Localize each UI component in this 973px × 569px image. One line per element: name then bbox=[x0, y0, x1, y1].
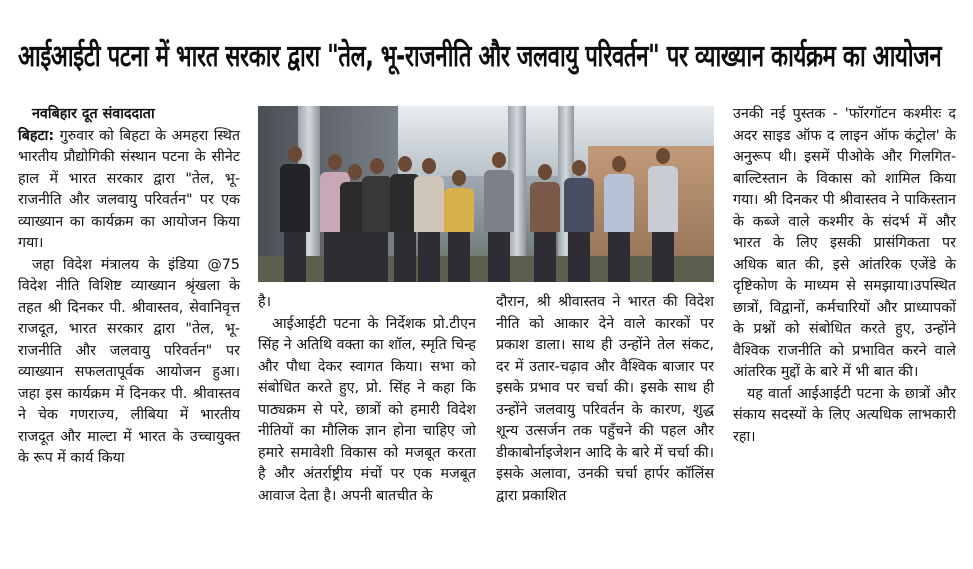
photo-person-body bbox=[280, 164, 310, 232]
photo-person-head bbox=[656, 148, 670, 164]
photo-person bbox=[484, 152, 514, 282]
photo-person-body bbox=[604, 174, 634, 232]
article-column-2 bbox=[258, 292, 476, 566]
paragraph: है। bbox=[258, 294, 272, 310]
photo-person-body bbox=[484, 170, 514, 232]
photo-person-legs bbox=[488, 232, 510, 282]
photo-person-legs bbox=[568, 232, 590, 282]
paragraph: जहा विदेश मंत्रालय के इंडिया @75 विदेश नीति विशिष्ट व्याख्यान श्रृंखला के तहत श्री दिनकर पी. श्रीवास्तव, सेवानिवृत्त राजदूत, भारत सरकार द्वारा "तेल, भू-राजनीति और जलवायु परिवर्तन" पर व्याख्यान सफलतापूर्वक आयोजन हुआ। जहा इस कार्यक्रम में दिनकर पी. श्रीवास्तव ने चेक गणराज्य, लीबिया में भारतीय राजदूत और माल्टा में भारत के उच्चायुक्त के रूप में कार्य किया bbox=[18, 256, 240, 466]
photo-person-head bbox=[288, 146, 302, 162]
photo-person-body bbox=[444, 188, 474, 232]
photo-person bbox=[530, 164, 560, 282]
photo-person-legs bbox=[284, 232, 306, 282]
headline: आईआईटी पटना में भारत सरकार द्वारा "तेल, भू-राजनीति और जलवायु परिवर्तन" पर व्याख्यान कार्यक्रम का आयोजन bbox=[18, 39, 942, 74]
photo-person-head bbox=[370, 158, 384, 174]
photo-person bbox=[362, 158, 392, 282]
photo-person bbox=[444, 170, 474, 282]
photo-person-legs bbox=[394, 232, 416, 282]
article-column-3 bbox=[496, 292, 714, 566]
photo-person-head bbox=[398, 156, 412, 172]
photo-person-body bbox=[414, 176, 444, 232]
event-photo bbox=[258, 106, 714, 282]
photo-person-legs bbox=[366, 232, 388, 282]
photo-person bbox=[414, 158, 444, 282]
photo-person-head bbox=[612, 156, 626, 172]
paragraph-text: गुरुवार को बिहटा के अमहरा स्थित भारतीय प्रौद्योगिकी संस्थान पटना के सीनेट हाल में भारत सरकार द्वारा "तेल, भू-राजनीति और जलवायु परिवर्तन" पर एक व्याख्यान का कार्यक्रम का आयोजन किया गया। bbox=[18, 127, 240, 251]
photo-person-legs bbox=[418, 232, 440, 282]
paragraph: दौरान, श्री श्रीवास्तव ने भारत की विदेश नीति को आकार देने वाले कारकों पर प्रकाश डाला। साथ ही उन्होंने तेल संकट, दर में उतार-चढ़ाव और वैश्विक बाजार पर इसके प्रभाव पर चर्चा की। इसके साथ ही उन्होंने जलवायु परिवर्तन के कारण, शुद्ध शून्य उत्सर्जन तक पहुँचने की पहल और डीकाबोर्नाइजेशन आदि के बारे में चर्चा की। इसके अलावा, उनकी चर्चा हार्पर कॉलिंस द्वारा प्रकाशित bbox=[496, 294, 714, 504]
photo-person-head bbox=[422, 158, 436, 174]
photo-person-legs bbox=[448, 232, 470, 282]
article-column-1 bbox=[18, 104, 240, 566]
photo-person bbox=[564, 160, 594, 282]
photo-person-body bbox=[648, 166, 678, 232]
paragraph: यह वार्ता आईआईटी पटना के छात्रों और संकाय सदस्यों के लिए अत्यधिक लाभकारी रहा। bbox=[733, 385, 956, 445]
dateline: बिहटा: bbox=[18, 127, 55, 144]
photo-person-head bbox=[452, 170, 466, 186]
photo-person bbox=[648, 148, 678, 282]
photo-person-body bbox=[564, 178, 594, 232]
photo-person bbox=[604, 156, 634, 282]
photo-person-legs bbox=[608, 232, 630, 282]
paragraph bbox=[18, 126, 240, 255]
photo-person-head bbox=[348, 164, 362, 180]
photo-person bbox=[280, 146, 310, 282]
photo-person-legs bbox=[534, 232, 556, 282]
article-column-4 bbox=[733, 104, 956, 566]
byline: नवबिहार दूत संवाददाता bbox=[32, 106, 155, 122]
photo-person-head bbox=[492, 152, 506, 168]
photo-person-legs bbox=[652, 232, 674, 282]
photo-person-head bbox=[572, 160, 586, 176]
paragraph: उनकी नई पुस्तक - 'फॉरगॉटन कश्मीरः द अदर साइड ऑफ द लाइन ऑफ कंट्रोल' के अनुरूप थी। इसमें पीओके और गिलगित-बाल्टिस्तान के विकास को शामिल किया गया। श्री दिनकर पी श्रीवास्तव ने पाकिस्तान के कब्जे वाले कश्मीर के संदर्भ में और भारत के लिए इसकी प्रासंगिकता पर अधिक बात की, इसे आंतरिक एजेंडे के दृष्टिकोण के माध्यम से समझाया।उपस्थित छात्रों, विद्वानों, कर्मचारियों और प्राध्यापकों के प्रश्नों को संबोधित करते हुए, उन्होंने वैश्विक राजनीति को प्रभावित करने वाले आंतरिक मुद्दों के बारे में भी बात की। bbox=[733, 106, 956, 380]
paragraph: आईआईटी पटना के निर्देशक प्रो.टीएन सिंह ने अतिथि वक्ता का शॉल, स्मृति चिन्ह और पौधा देकर स्वागत किया। सभा को संबोधित करते हुए, प्रो. सिंह ने कहा कि पाठ्यक्रम से परे, छात्रों को हमारी विदेश नीतियों का मौलिक ज्ञान होना चाहिए जो हमारे समावेशी विकास को मजबूत करता है और अंतर्राष्ट्रीय मंचों पर एक मजबूत आवाज देता है। अपनी बातचीत के bbox=[258, 315, 476, 504]
photo-person-body bbox=[530, 182, 560, 232]
photo-person-head bbox=[538, 164, 552, 180]
photo-person-body bbox=[362, 176, 392, 232]
